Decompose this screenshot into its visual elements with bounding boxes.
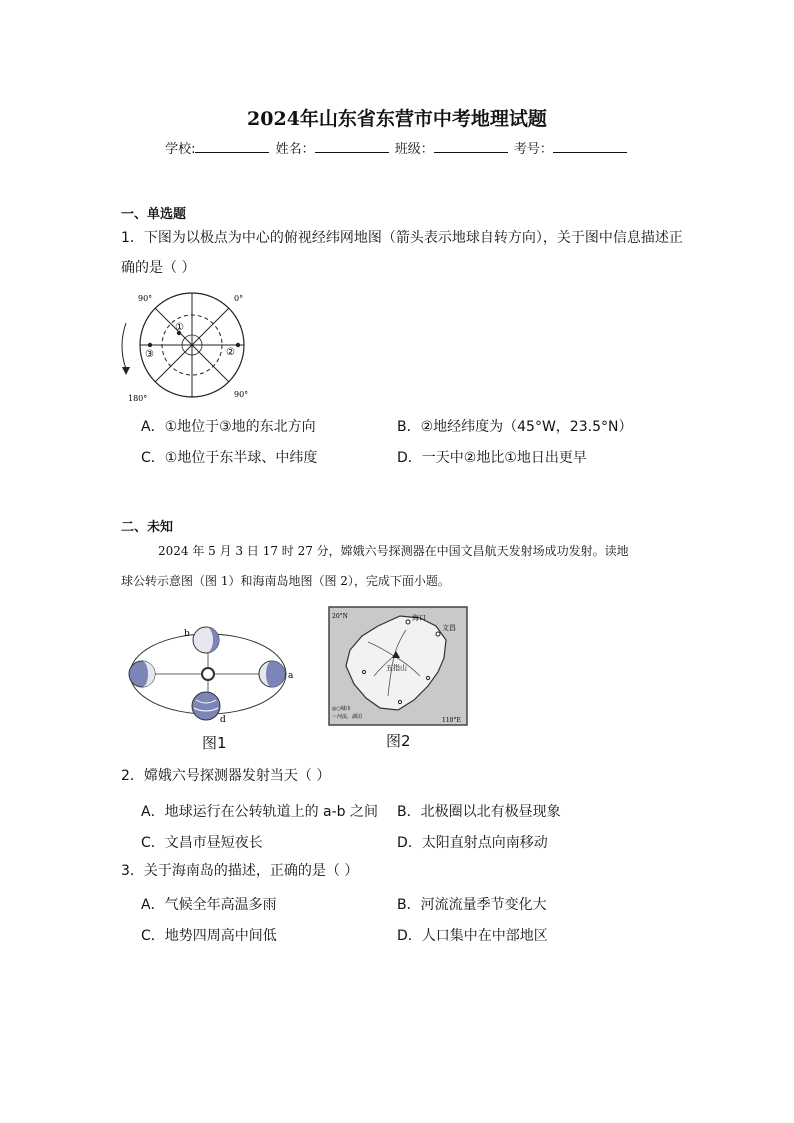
q3-option-b[interactable]: B．河流流量季节变化大 xyxy=(397,897,547,913)
q2-option-d[interactable]: D．太阳直射点向南移动 xyxy=(397,835,548,851)
label-180: 180° xyxy=(128,394,148,403)
wenchang-city-marker xyxy=(436,632,440,636)
name-label: 姓名： xyxy=(275,142,315,157)
q2-option-c[interactable]: C．文昌市昼短夜长 xyxy=(141,835,263,851)
q1-option-b[interactable]: B．②地经纬度为（45°W，23.5°N） xyxy=(397,419,633,435)
label-0: 0° xyxy=(234,294,244,303)
page-title: 2024年山东省东营市中考地理试题 xyxy=(247,108,547,130)
rotation-arrowhead xyxy=(122,367,130,375)
haikou-label: 海口 xyxy=(412,614,426,622)
city-marker xyxy=(398,700,401,703)
point-2-dot xyxy=(236,343,240,347)
student-info-line xyxy=(0,138,794,157)
section-heading-unknown: 二、未知 xyxy=(121,520,174,535)
q1-stem-line2: 确的是（ ） xyxy=(121,260,196,276)
label-a: a xyxy=(288,671,294,681)
label-90-top-left: 90° xyxy=(138,294,153,303)
section-heading-single-choice: 一、单选题 xyxy=(121,207,187,222)
legend-river: ～河流、湖泊 xyxy=(332,714,363,720)
earth-position-b xyxy=(193,627,219,653)
class-blank[interactable] xyxy=(434,140,508,153)
school-blank[interactable] xyxy=(195,140,269,153)
q3-stem: 3．关于海南岛的描述，正确的是（ ） xyxy=(121,863,359,879)
polar-grid-figure xyxy=(112,285,272,405)
haikou-city-marker xyxy=(406,620,410,624)
sun xyxy=(202,668,214,680)
label-d: d xyxy=(220,715,226,725)
q3-option-c[interactable]: C．地势四周高中间低 xyxy=(141,928,277,944)
lat-label: 20°N xyxy=(332,613,348,620)
label-b: b xyxy=(184,629,190,639)
earth-position-c xyxy=(129,661,155,687)
q3-option-d[interactable]: D．人口集中在中部地区 xyxy=(397,928,548,944)
figure2-caption: 图2 xyxy=(386,732,411,750)
q3-option-a[interactable]: A．气候全年高温多雨 xyxy=(141,897,277,913)
q2-stem: 2．嫦娥六号探测器发射当天（ ） xyxy=(121,768,331,784)
q2-option-a[interactable]: A．地球运行在公转轨道上的 a-b 之间 xyxy=(141,804,378,820)
q1-option-a[interactable]: A．①地位于③地的东北方向 xyxy=(141,419,316,435)
q2-option-b[interactable]: B．北极圈以北有极昼现象 xyxy=(397,804,561,820)
legend-city: ◎○城市 xyxy=(332,706,351,712)
hainan-map-figure xyxy=(328,606,468,726)
wenchang-label: 文昌 xyxy=(442,624,456,632)
label-90-bottom-right: 90° xyxy=(234,390,249,399)
exam-no-label: 考号： xyxy=(513,142,553,157)
wuzhishan-label: 五指山 xyxy=(386,664,407,672)
class-label: 班级： xyxy=(394,142,434,157)
earth-position-a xyxy=(259,661,285,687)
mark-2: ② xyxy=(226,347,235,358)
q1-option-c[interactable]: C．①地位于东半球、中纬度 xyxy=(141,450,318,466)
mark-3: ③ xyxy=(145,349,154,360)
figure1-caption: 图1 xyxy=(202,734,227,752)
city-marker xyxy=(362,670,365,673)
city-marker xyxy=(426,676,429,679)
point-3-dot xyxy=(148,343,152,347)
mark-1: ① xyxy=(175,322,184,333)
passage-line1: 2024 年 5 月 3 日 17 时 27 分，嫦娥六号探测器在中国文昌航天发射场成功发射。读地 xyxy=(158,544,629,558)
school-label: 学校: xyxy=(165,142,196,157)
earth-position-d xyxy=(192,692,220,720)
q1-stem-line1: 1．下图为以极点为中心的俯视经纬网地图（箭头表示地球自转方向），关于图中信息描述正 xyxy=(121,230,683,246)
q1-option-d[interactable]: D．一天中②地比①地日出更早 xyxy=(397,450,587,466)
rotation-arrow xyxy=(122,323,126,369)
exam-no-blank[interactable] xyxy=(553,140,627,153)
earth-revolution-figure xyxy=(120,618,300,728)
name-blank[interactable] xyxy=(315,140,389,153)
lon-label: 110°E xyxy=(442,717,461,724)
passage-line2: 球公转示意图（图 1）和海南岛地图（图 2），完成下面小题。 xyxy=(121,574,450,588)
